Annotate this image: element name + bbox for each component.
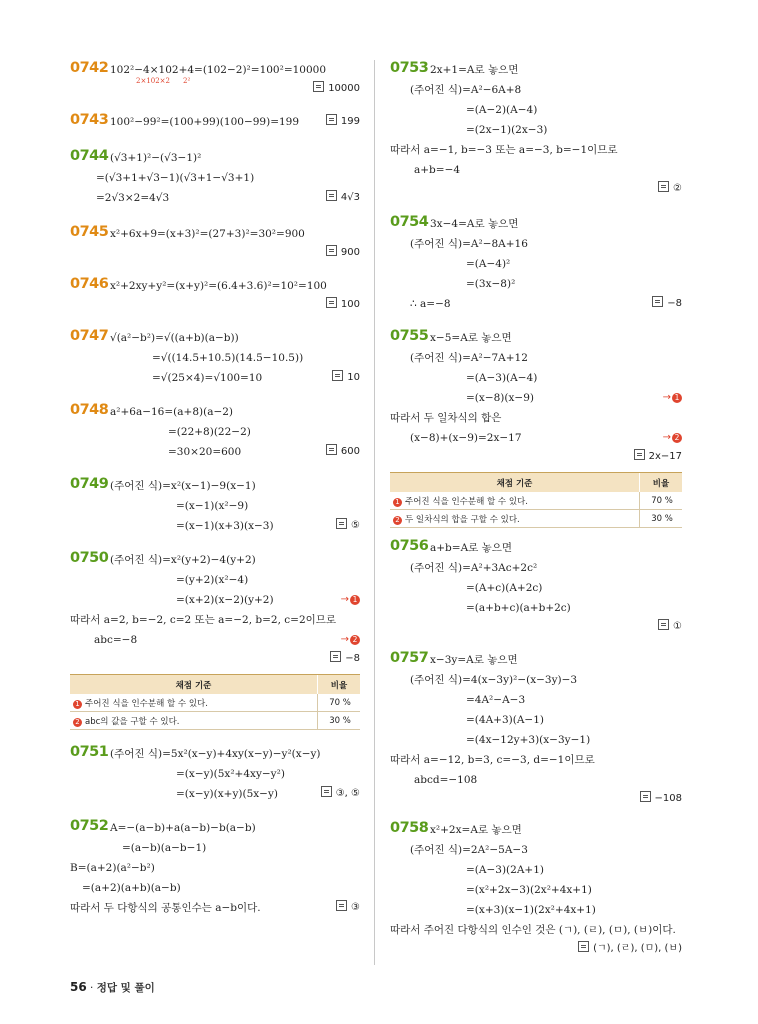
solution-line — [70, 188, 360, 208]
step-number-icon: 1 — [73, 700, 82, 709]
answer-mark-icon — [326, 114, 337, 125]
solution-line — [70, 496, 360, 516]
solution-line — [70, 276, 360, 296]
solution-text: =(√3+1+√3−1)(√3+1−√3+1) — [96, 172, 255, 184]
footer-label: 정답 및 풀이 — [96, 982, 155, 994]
solution-text: 따라서 a=−12, b=3, c=−3, d=−1이므로 — [390, 754, 595, 766]
criteria-header: 채점 기준 — [70, 675, 318, 695]
solution-line — [70, 764, 360, 784]
solution-line — [70, 442, 360, 462]
answer — [390, 180, 682, 198]
solution-text: (주어진 식)=A²−6A+8 — [410, 84, 522, 96]
problem-number: 0742 — [70, 60, 109, 76]
ratio-header: 비율 — [640, 473, 683, 493]
solution-line — [70, 858, 360, 878]
problem-0742 — [70, 60, 360, 98]
criteria-desc: abc의 값을 구할 수 있다. — [85, 716, 180, 727]
criteria-text — [70, 694, 318, 712]
solution-line — [70, 328, 360, 348]
solution-text: 따라서 a=−1, b=−3 또는 a=−3, b=−1이므로 — [390, 144, 618, 156]
answer-mark-icon — [658, 619, 669, 630]
step-marker: → 2 — [341, 630, 360, 650]
answer-mark-icon — [321, 786, 332, 797]
solution-text: abcd=−108 — [414, 774, 478, 786]
answer — [390, 790, 682, 808]
solution-line — [70, 402, 360, 422]
solution-text: =(22+8)(22−2) — [168, 426, 251, 438]
solution-line — [390, 140, 682, 160]
step-number-icon: 1 — [393, 498, 402, 507]
solution-text: =(a+2)(a+b)(a−b) — [82, 882, 181, 894]
problem-0755 — [390, 328, 682, 528]
solution-line — [390, 750, 682, 770]
answer-value: (ㄱ), (ㄹ), (ㅁ), (ㅂ) — [593, 943, 682, 954]
solution-text: =30×20=600 — [168, 446, 242, 458]
answer-mark-icon — [313, 81, 324, 92]
solution-text: B=(a+2)(a²−b²) — [70, 862, 155, 874]
solution-line — [390, 840, 682, 860]
solution-line — [390, 650, 682, 670]
problem-0751 — [70, 744, 360, 804]
step-marker: → 1 — [663, 388, 682, 408]
solution-text: (주어진 식)=2A²−5A−3 — [410, 844, 528, 856]
answer — [652, 294, 682, 314]
solution-text: =(A−3)(2A+1) — [466, 864, 544, 876]
solution-line — [390, 388, 682, 408]
problem-number: 0756 — [390, 538, 429, 554]
problem-0756 — [390, 538, 682, 636]
solution-text: =(4A+3)(A−1) — [466, 714, 544, 726]
solution-text: =(A−4)² — [466, 258, 511, 270]
solution-line — [390, 820, 682, 840]
solution-line — [70, 818, 360, 838]
solution-line — [70, 610, 360, 630]
answer-mark-icon — [578, 941, 589, 952]
answer — [336, 898, 360, 918]
criteria-row — [390, 510, 682, 528]
answer-mark-icon — [332, 370, 343, 381]
answer-value: ⑤ — [351, 520, 360, 531]
solution-text: =(x−y)(x+y)(5x−y) — [176, 788, 279, 800]
solution-text: x²+6x+9=(x+3)²=(27+3)²=30²=900 — [110, 228, 305, 240]
solution-line — [390, 538, 682, 558]
criteria-row — [70, 712, 360, 730]
solution-line — [390, 328, 682, 348]
solution-line — [390, 100, 682, 120]
answer-mark-icon — [326, 297, 337, 308]
criteria-ratio: 70 % — [640, 492, 683, 510]
answer-mark-icon — [658, 181, 669, 192]
solution-line — [390, 234, 682, 254]
answer-value: −108 — [654, 793, 682, 804]
answer-mark-icon — [652, 296, 663, 307]
answer-mark-icon — [640, 791, 651, 802]
problem-0749 — [70, 476, 360, 536]
problem-0746 — [70, 276, 360, 314]
answer-mark-icon — [634, 449, 645, 460]
step-number-icon: 2 — [393, 516, 402, 525]
solution-text: =(2x−1)(2x−3) — [466, 124, 548, 136]
solution-text: x−5=A로 놓으면 — [430, 332, 512, 344]
answer-value: 199 — [340, 116, 360, 127]
answer-value: −8 — [667, 298, 682, 309]
solution-text: =(y+2)(x²−4) — [176, 574, 249, 586]
solution-line — [70, 148, 360, 168]
problem-number: 0748 — [70, 402, 109, 418]
problem-number: 0757 — [390, 650, 429, 666]
problem-0757 — [390, 650, 682, 808]
solution-text: (주어진 식)=x²(x−1)−9(x−1) — [110, 480, 256, 492]
problem-0743 — [70, 112, 360, 132]
answer-value: 600 — [340, 446, 360, 457]
solution-line — [390, 160, 682, 180]
solution-line — [390, 670, 682, 690]
criteria-ratio: 70 % — [318, 694, 361, 712]
solution-text: =(x²+2x−3)(2x²+4x+1) — [466, 884, 592, 896]
answer — [321, 784, 360, 804]
criteria-row — [70, 694, 360, 712]
criteria-text — [390, 492, 640, 510]
solution-text: 2x+1=A로 놓으면 — [430, 64, 519, 76]
solution-line — [70, 60, 360, 80]
solution-text: =(x+3)(x−1)(2x²+4x+1) — [466, 904, 596, 916]
solution-line — [390, 690, 682, 710]
answer — [326, 188, 360, 208]
solution-text: =(A−2)(A−4) — [466, 104, 538, 116]
problem-number: 0744 — [70, 148, 109, 164]
step-number-icon: 1 — [350, 595, 360, 605]
solution-line — [390, 274, 682, 294]
solution-text: 따라서 두 다항식의 공통인수는 a−b이다. — [70, 902, 261, 914]
solution-line — [390, 770, 682, 790]
solution-line — [390, 120, 682, 140]
solution-line — [390, 578, 682, 598]
solution-line — [390, 348, 682, 368]
solution-line — [390, 214, 682, 234]
answer — [326, 442, 360, 462]
step-number-icon: 2 — [350, 635, 360, 645]
solution-line — [70, 368, 360, 388]
solution-line — [390, 408, 682, 428]
criteria-ratio: 30 % — [318, 712, 361, 730]
problem-0744 — [70, 148, 360, 208]
solution-line — [70, 590, 360, 610]
problem-number: 0747 — [70, 328, 109, 344]
solution-text: =(3x−8)² — [466, 278, 516, 290]
solution-text: =4A²−A−3 — [466, 694, 526, 706]
solution-text: 따라서 두 일차식의 합은 — [390, 412, 502, 424]
solution-text: a²+6a−16=(a+8)(a−2) — [110, 406, 234, 418]
answer-value: 10 — [347, 372, 360, 383]
step-marker: → 1 — [341, 590, 360, 610]
right-column — [390, 60, 682, 958]
solution-text: 3x−4=A로 놓으면 — [430, 218, 519, 230]
solution-text: abc=−8 — [94, 634, 138, 646]
problem-number: 0749 — [70, 476, 109, 492]
solution-line — [390, 860, 682, 880]
solution-line — [390, 730, 682, 750]
answer — [390, 940, 682, 958]
problem-0748 — [70, 402, 360, 462]
column-divider — [374, 60, 375, 965]
solution-line — [70, 516, 360, 536]
problem-number: 0743 — [70, 112, 109, 128]
left-column — [70, 60, 360, 918]
answer — [70, 80, 360, 98]
answer — [70, 650, 360, 668]
solution-text: 따라서 a=2, b=−2, c=2 또는 a=−2, b=2, c=2이므로 — [70, 614, 337, 626]
solution-text: 100²−99²=(100+99)(100−99)=199 — [110, 116, 300, 128]
solution-line — [390, 558, 682, 578]
solution-line — [70, 630, 360, 650]
step-marker: → 2 — [663, 428, 682, 448]
answer — [390, 618, 682, 636]
solution-text: x−3y=A로 놓으면 — [430, 654, 518, 666]
solution-text: =(x−y)(5x²+4xy−y²) — [176, 768, 285, 780]
answer — [326, 112, 360, 132]
solution-text: x²+2xy+y²=(x+y)²=(6.4+3.6)²=10²=100 — [110, 280, 327, 292]
expansion-note: 2×102×2 — [136, 77, 170, 85]
criteria-ratio: 30 % — [640, 510, 683, 528]
solution-text: (주어진 식)=A²+3Ac+2c² — [410, 562, 538, 574]
solution-text: =2√3×2=4√3 — [96, 192, 170, 204]
ratio-header: 비율 — [318, 675, 361, 695]
solution-line — [70, 224, 360, 244]
problem-0758 — [390, 820, 682, 958]
solution-text: x²+2x=A로 놓으면 — [430, 824, 522, 836]
criteria-desc: 두 일차식의 합을 구할 수 있다. — [405, 514, 520, 525]
answer-value: ③, ⑤ — [335, 788, 360, 799]
answer — [332, 368, 360, 388]
solution-text: √(a²−b²)=√((a+b)(a−b)) — [110, 332, 239, 344]
solution-line — [390, 60, 682, 80]
solution-line — [390, 598, 682, 618]
answer — [70, 244, 360, 262]
problem-0745 — [70, 224, 360, 262]
answer-value: 100 — [340, 299, 360, 310]
step-number-icon: 2 — [672, 433, 682, 443]
solution-line — [70, 112, 360, 132]
solution-line — [70, 878, 360, 898]
criteria-row — [390, 492, 682, 510]
solution-line — [70, 744, 360, 764]
page-number: 56 — [70, 980, 87, 994]
solution-line — [70, 570, 360, 590]
solution-line — [70, 550, 360, 570]
solution-text: A=−(a−b)+a(a−b)−b(a−b) — [110, 822, 256, 834]
answer-value: ① — [673, 621, 682, 632]
solution-text: (주어진 식)=A²−7A+12 — [410, 352, 528, 364]
problem-0750 — [70, 550, 360, 730]
solution-line — [390, 254, 682, 274]
answer — [390, 448, 682, 466]
solution-line — [70, 168, 360, 188]
solution-line — [390, 428, 682, 448]
solution-line — [70, 348, 360, 368]
criteria-desc: 주어진 식을 인수분해 할 수 있다. — [85, 698, 208, 709]
solution-text: (주어진 식)=5x²(x−y)+4xy(x−y)−y²(x−y) — [110, 748, 321, 760]
solution-line — [70, 838, 360, 858]
solution-line — [390, 368, 682, 388]
answer-mark-icon — [336, 900, 347, 911]
answer-value: 10000 — [328, 83, 360, 94]
solution-text: =(a+b+c)(a+b+2c) — [466, 602, 571, 614]
solution-text: (x−8)+(x−9)=2x−17 — [410, 432, 522, 444]
problem-0747 — [70, 328, 360, 388]
criteria-header: 채점 기준 — [390, 473, 640, 493]
criteria-text — [390, 510, 640, 528]
answer-value: ② — [673, 183, 682, 194]
solution-text: =(A−3)(A−4) — [466, 372, 538, 384]
problem-number: 0745 — [70, 224, 109, 240]
solution-text: =(x−1)(x+3)(x−3) — [176, 520, 274, 532]
problem-number: 0758 — [390, 820, 429, 836]
solution-text: a+b=A로 놓으면 — [430, 542, 513, 554]
answer-mark-icon — [326, 190, 337, 201]
step-number-icon: 1 — [672, 393, 682, 403]
solution-line — [70, 898, 360, 918]
solution-text: (주어진 식)=4(x−3y)²−(x−3y)−3 — [410, 674, 578, 686]
solution-text: =(a−b)(a−b−1) — [122, 842, 207, 854]
problem-number: 0755 — [390, 328, 429, 344]
problem-number: 0754 — [390, 214, 429, 230]
solution-line — [70, 422, 360, 442]
solution-text: =(A+c)(A+2c) — [466, 582, 543, 594]
solution-text: (√3+1)²−(√3−1)² — [110, 152, 202, 164]
answer-value: −8 — [345, 653, 360, 664]
solution-text: =(x+2)(x−2)(y+2) — [176, 594, 274, 606]
answer-mark-icon — [336, 518, 347, 529]
problem-number: 0746 — [70, 276, 109, 292]
answer-value: 2x−17 — [648, 451, 682, 462]
expansion-note: 2² — [183, 77, 191, 85]
answer-mark-icon — [326, 245, 337, 256]
answer-value: 900 — [340, 247, 360, 258]
answer-mark-icon — [330, 651, 341, 662]
problem-number: 0753 — [390, 60, 429, 76]
solution-text: =√(25×4)=√100=10 — [152, 372, 263, 384]
solution-line — [390, 880, 682, 900]
solution-text: ∴ a=−8 — [410, 298, 451, 310]
solution-text: (주어진 식)=x²(y+2)−4(y+2) — [110, 554, 256, 566]
solution-text: =√((14.5+10.5)(14.5−10.5)) — [152, 352, 304, 364]
problem-number: 0751 — [70, 744, 109, 760]
problem-number: 0750 — [70, 550, 109, 566]
step-number-icon: 2 — [73, 718, 82, 727]
solution-line — [390, 294, 682, 314]
solution-line — [70, 784, 360, 804]
problem-number: 0752 — [70, 818, 109, 834]
problem-0753 — [390, 60, 682, 198]
answer-value: 4√3 — [340, 192, 360, 203]
answer — [336, 516, 360, 536]
answer-value: ③ — [351, 902, 360, 913]
solution-text: (주어진 식)=A²−8A+16 — [410, 238, 528, 250]
solution-text: 102²−4×102+4=(102−2)²=100²=10000 — [110, 64, 327, 76]
solution-line — [390, 900, 682, 920]
solution-text: a+b=−4 — [414, 164, 461, 176]
answer-mark-icon — [326, 444, 337, 455]
solution-text: =(x−8)(x−9) — [466, 392, 534, 404]
solution-line — [70, 476, 360, 496]
solution-text: 따라서 주어진 다항식의 인수인 것은 (ㄱ), (ㄹ), (ㅁ), (ㅂ)이다. — [390, 924, 676, 936]
criteria-text — [70, 712, 318, 730]
solution-text: =(x−1)(x²−9) — [176, 500, 249, 512]
solution-line — [390, 80, 682, 100]
scoring-criteria-table — [70, 674, 360, 730]
solution-line — [390, 710, 682, 730]
problem-0752 — [70, 818, 360, 918]
criteria-desc: 주어진 식을 인수분해 할 수 있다. — [405, 496, 528, 507]
page-footer: 56 · 정답 및 풀이 — [70, 980, 155, 994]
problem-0754 — [390, 214, 682, 314]
scoring-criteria-table — [390, 472, 682, 528]
answer — [70, 296, 360, 314]
solution-line — [390, 920, 682, 940]
solution-text: =(4x−12y+3)(x−3y−1) — [466, 734, 591, 746]
